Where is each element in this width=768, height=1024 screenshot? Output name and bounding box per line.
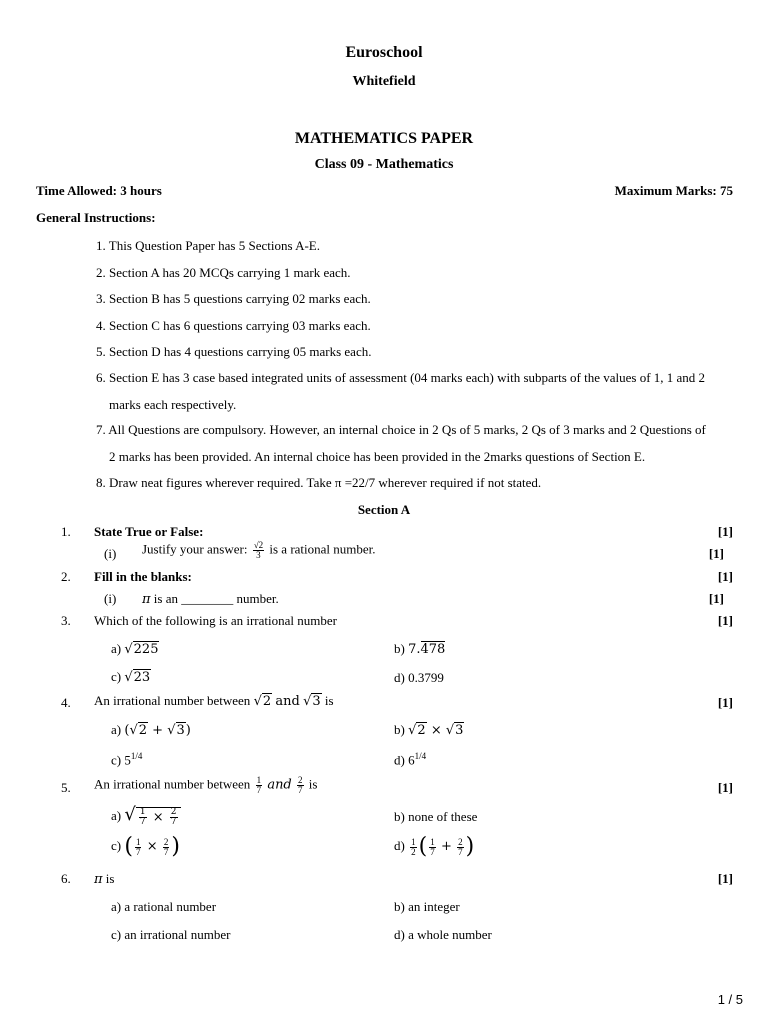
fraction-numerator: 1 <box>256 775 262 785</box>
square-root: √3 <box>303 694 321 709</box>
question-text-part: is <box>308 776 318 792</box>
general-instructions-heading: General Instructions: <box>36 210 156 225</box>
class-line: Class 09 - Mathematics <box>314 157 454 172</box>
option-c: c) ( $\frac{1}{7}$ × $\frac{2}{7}$ ) <box>111 834 180 859</box>
radicand: 3 <box>312 694 321 709</box>
plus-sign: + <box>152 723 164 738</box>
option-label: c) <box>111 752 122 768</box>
question-text <box>94 871 114 887</box>
question-number: 4. <box>61 695 71 710</box>
option-label: a) <box>111 722 122 737</box>
option-c <box>111 751 142 768</box>
option-label: d) <box>394 670 405 685</box>
option-label: b) <box>394 722 405 737</box>
square-root: √23 <box>124 670 151 685</box>
option-label: a) <box>111 808 122 823</box>
question-text: Fill in the blanks: <box>94 569 192 584</box>
fraction-denominator: 7 <box>139 816 146 827</box>
times-sign: × <box>430 723 442 738</box>
instruction-item: 1. This Question Paper has 5 Sections A-E. <box>96 238 320 253</box>
question-text-part: An irrational number between <box>94 776 251 792</box>
repeating-digits: 478 <box>420 642 446 657</box>
campus-name: Whitefield <box>352 74 416 89</box>
fraction-denominator: 7 <box>298 785 303 795</box>
question-number: 6. <box>61 871 71 886</box>
times-sign: × <box>152 809 164 825</box>
question-number: 2. <box>61 569 71 584</box>
question-marks: [1] <box>717 871 733 886</box>
section-title: Section A <box>357 502 411 517</box>
radicand: 3 <box>455 723 464 738</box>
question-marks: [1] <box>717 613 733 628</box>
subquestion-text <box>142 591 279 607</box>
question-number: 1. <box>61 524 71 539</box>
question-marks: [1] <box>717 524 733 539</box>
option-d: d) a whole number <box>394 927 492 942</box>
fraction-denominator: 2 <box>411 846 416 857</box>
question-text-part: is <box>324 693 334 708</box>
fraction <box>297 776 304 795</box>
radicand: 2 <box>417 723 426 738</box>
subquestion-marks: [1] <box>708 591 724 606</box>
pi-symbol: π <box>142 592 151 607</box>
question-text <box>94 776 317 795</box>
option-b: b) an integer <box>394 899 460 914</box>
question-text: State True or False: <box>94 524 204 539</box>
instruction-item: 7. All Questions are compulsory. However, an internal choice in 2 Qs of 5 marks, 2 Qs of 3 marks and 2 Questions of <box>96 422 706 437</box>
subquestion-text-part: Justify your answer: <box>142 541 248 557</box>
and-word: and <box>275 694 300 709</box>
instruction-item: 3. Section B has 5 questions carrying 02 marks each. <box>96 291 371 306</box>
fraction-numerator: 1 <box>139 806 146 817</box>
option-label: c) <box>111 837 122 853</box>
square-root: √225 <box>124 642 159 657</box>
instruction-item: 6. Section E has 3 case based integrated units of assessment (04 marks each) with subparts of the values of 1, 1 and 2 <box>96 370 706 385</box>
fraction-denominator: 7 <box>458 846 463 857</box>
paper-title: MATHEMATICS PAPER <box>294 130 474 147</box>
fraction-denominator: 3 <box>256 550 261 560</box>
fraction-numerator: 2 <box>163 836 169 847</box>
subquestion-text <box>142 541 376 560</box>
plus-sign: + <box>440 838 452 854</box>
fraction-denominator: 7 <box>256 785 262 795</box>
option-a: a) √ $\frac{1}{7}$ × $\frac{2}{7}$ <box>111 804 181 827</box>
question-number: 5. <box>61 780 71 795</box>
power-base: 5 <box>124 752 131 768</box>
option-b: b) √2 × √3 <box>394 722 464 738</box>
option-b <box>394 641 445 657</box>
radicand: 225 <box>133 642 159 657</box>
instruction-item: 4. Section C has 6 questions carrying 03 marks each. <box>96 318 371 333</box>
max-marks: Maximum Marks: 75 <box>614 183 733 198</box>
instruction-item-continued: 2 marks has been provided. An internal choice has been provided in the 2marks questions of Section E. <box>109 449 646 464</box>
option-d <box>394 751 426 768</box>
fraction-numerator: 1 <box>135 836 141 847</box>
pi-symbol: π <box>94 872 103 887</box>
question-text: Which of the following is an irrational number <box>94 613 337 628</box>
option-c <box>111 669 151 685</box>
fraction-numerator: 1 <box>411 836 416 847</box>
time-allowed: Time Allowed: 3 hours <box>36 183 162 198</box>
subquestion-text-part: is a rational number. <box>269 541 376 557</box>
fraction-numerator: 2 <box>458 836 463 847</box>
fraction-numerator: 1 <box>430 836 435 847</box>
decimal-integer-part: 7. <box>408 642 421 657</box>
option-label: b) <box>394 641 405 656</box>
fraction-numerator: √2 <box>253 540 264 550</box>
fraction <box>256 776 263 795</box>
option-value: none of these <box>408 809 478 824</box>
fraction-denominator: 7 <box>170 816 177 827</box>
page-number: 1 / 5 <box>717 992 743 1007</box>
fraction-denominator: 7 <box>430 846 435 857</box>
radicand: 3 <box>176 723 185 738</box>
subquestion-marks: [1] <box>708 546 724 561</box>
question-text-part: An irrational number between <box>94 693 251 708</box>
instruction-item: 8. Draw neat figures wherever required. Take π =22/7 wherever required if not stated. <box>96 475 542 490</box>
and-word: and <box>267 777 292 793</box>
fraction-denominator: 7 <box>135 846 141 857</box>
option-d <box>394 670 444 686</box>
question-text-part: is <box>105 871 115 886</box>
power-base: 6 <box>408 752 415 768</box>
radicand: 2 <box>138 723 148 738</box>
option-label: d) <box>394 752 405 768</box>
option-value: 0.3799 <box>408 670 444 685</box>
question-marks: [1] <box>717 569 733 584</box>
radicand: 23 <box>133 670 151 685</box>
fraction <box>253 541 264 560</box>
option-a <box>111 641 159 657</box>
option-a: a) (√2 + √3) <box>111 722 191 738</box>
instruction-item: 5. Section D has 4 questions carrying 05 marks each. <box>96 344 372 359</box>
question-text <box>94 693 334 709</box>
option-label: d) <box>394 837 405 853</box>
instruction-item: 2. Section A has 20 MCQs carrying 1 mark each. <box>96 265 351 280</box>
option-d: d) $\frac{1}{2}$ ( $\frac{1}{7}$ + $\frac{2}{7}$ ) <box>394 834 475 859</box>
subquestion-label: (i) <box>104 546 117 561</box>
question-marks: [1] <box>717 695 733 710</box>
power-exponent: 1/4 <box>414 751 427 761</box>
power-exponent: 1/4 <box>130 751 143 761</box>
option-label: b) <box>394 809 405 824</box>
subquestion-label: (i) <box>104 591 117 606</box>
option-label: a) <box>111 641 122 656</box>
option-b <box>394 809 477 825</box>
option-a: a) a rational number <box>111 899 217 914</box>
school-name: Euroschool <box>345 44 423 61</box>
fraction-numerator: 2 <box>298 775 303 785</box>
subquestion-text-part: is an ________ number. <box>153 591 279 606</box>
fraction-denominator: 7 <box>163 846 169 857</box>
times-sign: × <box>146 838 158 854</box>
instruction-item-continued: marks each respectively. <box>109 397 237 412</box>
option-label: c) <box>111 669 122 684</box>
option-c: c) an irrational number <box>111 927 231 942</box>
square-root: √2 <box>253 694 272 709</box>
question-number: 3. <box>61 613 71 628</box>
fraction-numerator: 2 <box>170 806 177 817</box>
question-marks: [1] <box>717 780 733 795</box>
radicand: 2 <box>262 694 272 709</box>
